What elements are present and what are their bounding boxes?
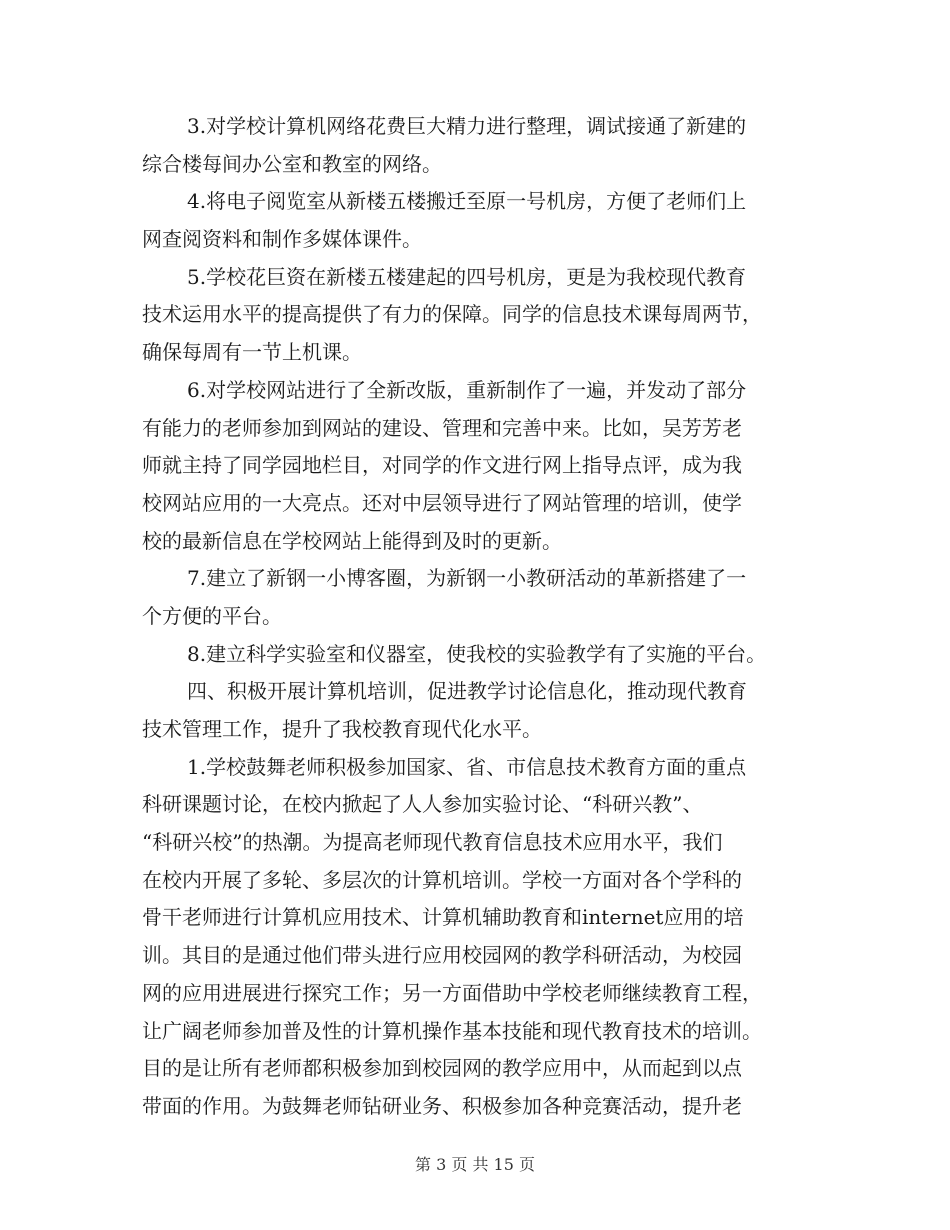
text-line: 骨干老师进行计算机应用技术、计算机辅助教育和internet应用的培 (142, 905, 744, 930)
text-line: 技术管理工作，提升了我校教育现代化水平。 (142, 717, 542, 741)
document-body (142, 108, 817, 1126)
text-line: 网查阅资料和制作多媒体课件。 (142, 227, 422, 252)
text-line: 5.学校花巨资在新楼五楼建起的四号机房，更是为我校现代教育 (187, 264, 747, 289)
text-line: 训。其目的是通过他们带头进行应用校园网的教学科研活动，为校园 (142, 943, 742, 968)
text-line: 确保每周有一节上机课。 (142, 340, 362, 365)
text-line: 3.对学校计算机网络花费巨大精力进行整理，调试接通了新建的 (187, 114, 747, 138)
text-line: 师就主持了同学园地栏目，对同学的作文进行网上指导点评，成为我 (142, 453, 742, 478)
text-line: 校的最新信息在学校网站上能得到及时的更新。 (142, 528, 562, 553)
text-line: “科研兴校”的热潮。为提高老师现代教育信息技术应用水平，我们 (142, 830, 723, 855)
text-line: 8.建立科学实验室和仪器室，使我校的实验教学有了实施的平台。 (187, 641, 767, 666)
text-line: 4.将电子阅览室从新楼五楼搬迁至原一号机房，方便了老师们上 (187, 189, 747, 214)
text-line: 带面的作用。为鼓舞老师钻研业务、积极参加各种竞赛活动，提升老 (142, 1093, 742, 1118)
text-line: 有能力的老师参加到网站的建设、管理和完善中来。比如，吴芳芳老 (142, 415, 742, 440)
text-line: 校网站应用的一大亮点。还对中层领导进行了网站管理的培训，使学 (142, 490, 742, 515)
text-line: 个方便的平台。 (142, 603, 282, 628)
text-line: 技术运用水平的提高提供了有力的保障。同学的信息技术课每周两节， (142, 302, 762, 327)
text-line: 在校内开展了多轮、多层次的计算机培训。学校一方面对各个学科的 (142, 867, 742, 892)
text-line: 四、积极开展计算机培训，促进教学讨论信息化，推动现代教育 (187, 679, 747, 704)
text-line: 网的应用进展进行探究工作；另一方面借助中学校老师继续教育工程， (142, 980, 762, 1005)
text-line: 目的是让所有老师都积极参加到校园网的教学应用中，从而起到以点 (142, 1056, 742, 1081)
text-line: 让广阔老师参加普及性的计算机操作基本技能和现代教育技术的培训。 (142, 1018, 762, 1043)
text-line: 科研课题讨论，在校内掀起了人人参加实验讨论、“科研兴教”、 (142, 792, 703, 817)
text-line: 6.对学校网站进行了全新改版，重新制作了一遍，并发动了部分 (187, 377, 747, 402)
text-line: 1.学校鼓舞老师积极参加国家、省、市信息技术教育方面的重点 (187, 754, 747, 779)
text-line: 7.建立了新钢一小博客圈，为新钢一小教研活动的革新搭建了一 (187, 566, 747, 591)
text-line: 综合楼每间办公室和教室的网络。 (142, 151, 442, 176)
page-footer: 第 3 页 共 15 页 (415, 1155, 535, 1174)
